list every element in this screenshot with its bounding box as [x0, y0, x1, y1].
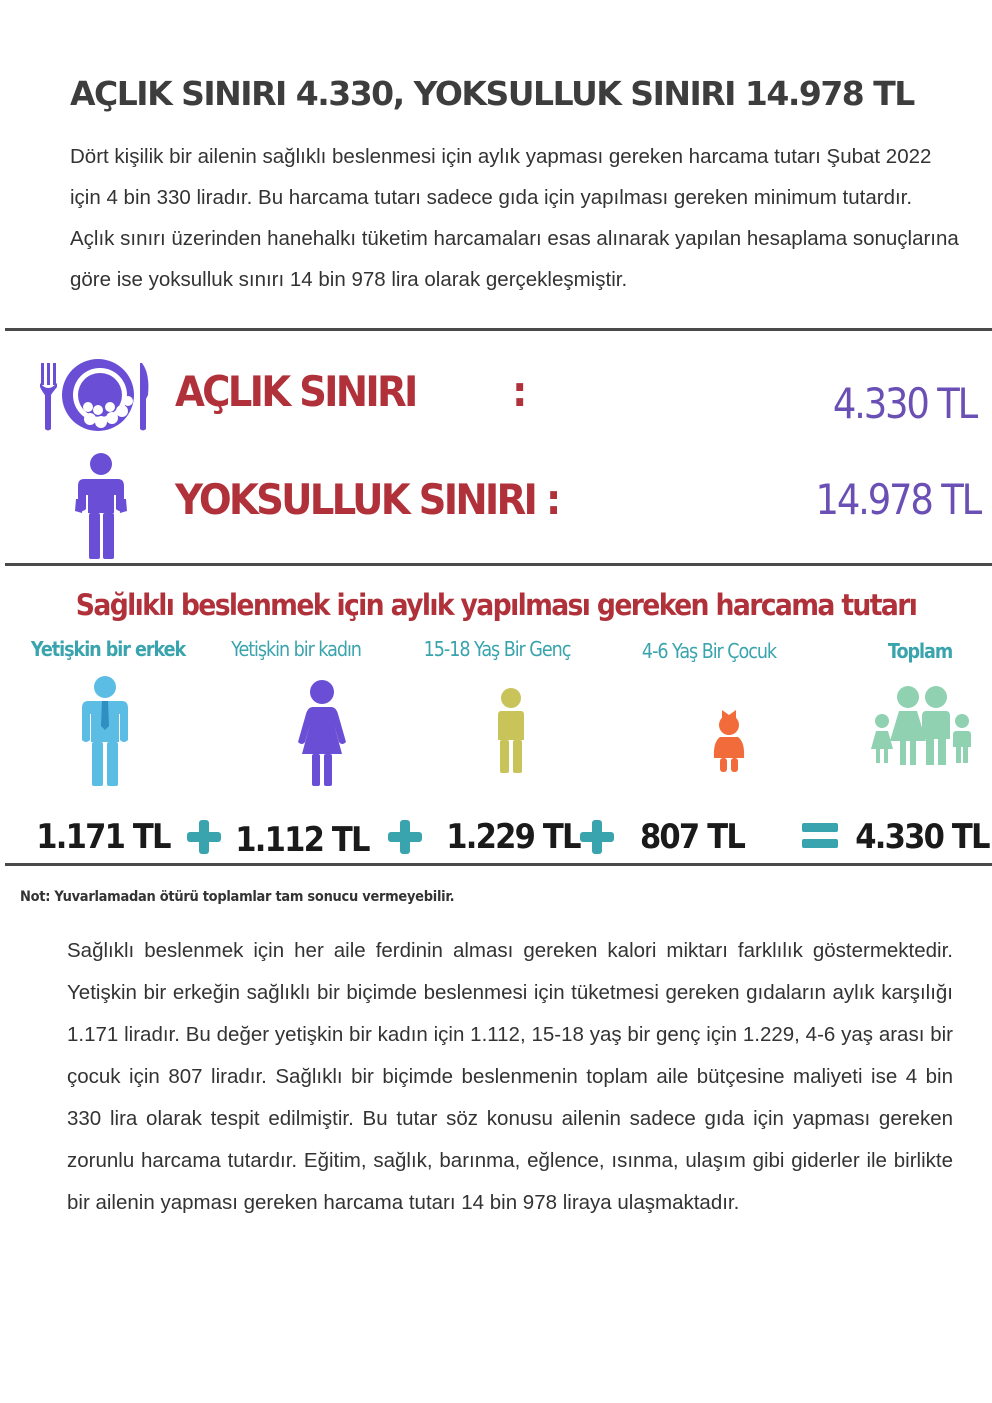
section-title: Sağlıklı beslenmek için aylık yapılması gereken harcama tutarı [75, 588, 917, 622]
hunger-line-value: 4.330 TL [832, 379, 976, 428]
poverty-line-label: YOKSULLUK SINIRI : [175, 475, 559, 524]
divider-middle [5, 563, 992, 566]
amount-teen: 1.229 TL [446, 817, 580, 857]
intro-paragraph: Dört kişilik bir ailenin sağlıklı beslenmesi için aylık yapması gereken harcama tutarı Şubat 2022 için 4 bin 330 liradır. Bu harcama tutarı sadece gıda için yapılması gereken minimum tutardır. Açlık sınırı üzerinden hanehalkı tüketim harcamaları esas alınarak yapılan hesaplama sonuçlarına göre ise yoksulluk sınırı 14 bin 978 lira olarak gerçekleşmiştir. [70, 145, 959, 291]
plus-icon [388, 820, 422, 859]
plate-fork-knife-icon [38, 355, 153, 440]
page-title: AÇLIK SINIRI 4.330, YOKSULLUK SINIRI 14.978 TL [70, 74, 914, 113]
person-empty-pockets-icon [72, 453, 132, 566]
member-label-total: Toplam [887, 639, 953, 663]
member-label-adult-woman: Yetişkin bir kadın [231, 637, 361, 661]
teen-icon [497, 688, 525, 779]
man-icon [80, 676, 130, 793]
woman-icon [296, 680, 348, 793]
member-label-teen: 15-18 Yaş Bir Genç [423, 637, 571, 661]
family-icon [866, 685, 976, 772]
divider-top [5, 328, 992, 331]
amount-adult-woman: 1.112 TL [235, 820, 369, 860]
hunger-line-colon: : [512, 367, 525, 416]
amount-adult-man: 1.171 TL [36, 817, 170, 857]
member-label-adult-man: Yetişkin bir erkek [30, 637, 186, 661]
amount-total: 4.330 TL [855, 817, 989, 857]
hunger-line-label: AÇLIK SINIRI [175, 367, 416, 416]
divider-bottom [5, 863, 992, 866]
member-label-child: 4-6 Yaş Bir Çocuk [641, 639, 777, 663]
child-icon [712, 708, 746, 779]
footnote: Not: Yuvarlamadan ötürü toplamlar tam sonucu vermeyebilir. [20, 889, 455, 905]
poverty-line-value: 14.978 TL [815, 475, 980, 524]
amount-child: 807 TL [639, 817, 745, 857]
body-paragraph: Sağlıklı beslenmek için her aile ferdinin alması gereken kalori miktarı farklılık göstermektedir. Yetişkin bir erkeğin sağlıklı bir biçimde beslenmesi için tüketmesi gereken gıdaların aylık karşılığı 1.171 liradır. Bu değer yetişkin bir kadın için 1.112, 15-18 yaş bir genç için 1.229, 4-6 yaş arası bir çocuk için 807 liradır. Sağlıklı bir biçimde beslenmenin toplam aile bütçesine maliyeti ise 4 bin 330 lira olarak tespit edilmiştir. Bu tutar söz konusu ailenin sadece gıda için yapması gereken zorunlu harcama tutardır. Eğitim, sağlık, barınma, eğlence, ısınma, ulaşım gibi giderler ile birlikte bir ailenin yapması gereken harcama tutarı 14 bin 978 liraya ulaşmaktadır. [67, 939, 953, 1214]
